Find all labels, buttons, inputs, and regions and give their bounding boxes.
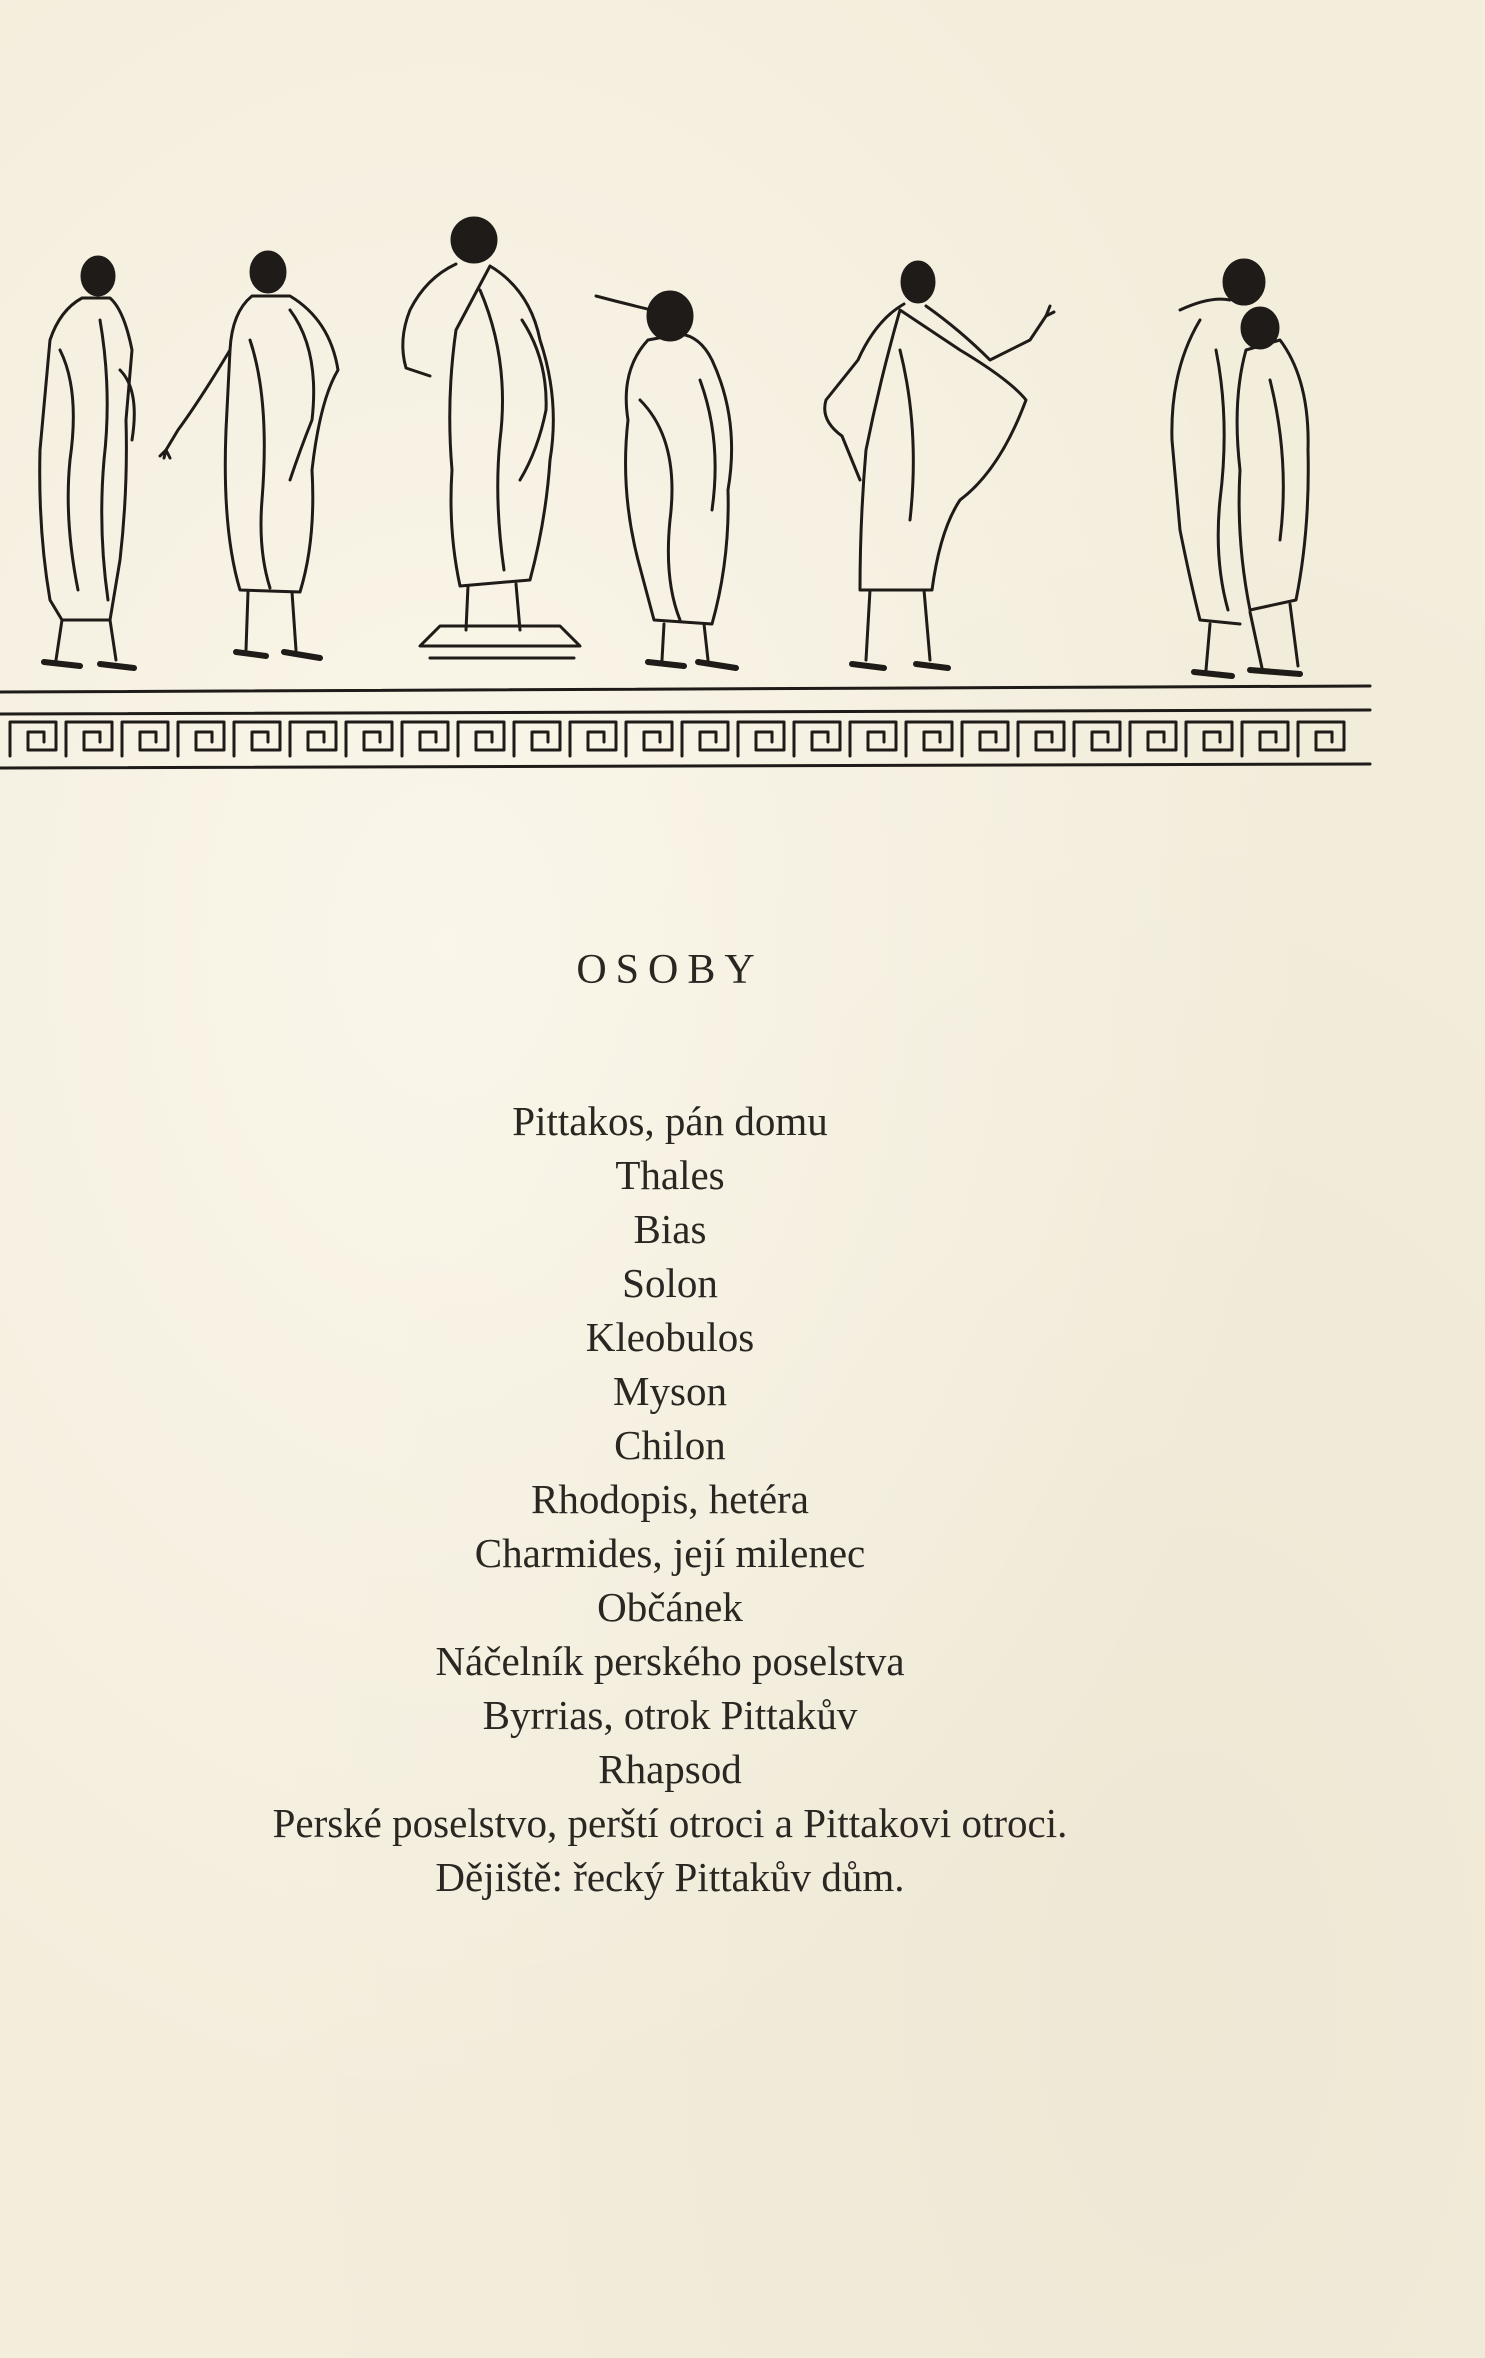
list-item: Kleobulos bbox=[585, 1314, 755, 1360]
cast-list bbox=[0, 1094, 1340, 1904]
list-item: Náčelník perského poselstva bbox=[435, 1638, 905, 1684]
greek-frieze-illustration bbox=[0, 200, 1380, 780]
sage-figure-icon bbox=[1172, 260, 1308, 676]
meander-border bbox=[10, 722, 1344, 756]
page-title: OSOBY bbox=[576, 947, 764, 993]
sage-figure-icon bbox=[403, 218, 580, 658]
list-item: Pittakos, pán domu bbox=[512, 1098, 828, 1144]
sage-figure-icon bbox=[40, 257, 135, 668]
list-item: Dějiště: řecký Pittakův dům. bbox=[435, 1854, 905, 1900]
list-item: Solon bbox=[622, 1260, 718, 1306]
list-item: Thales bbox=[615, 1152, 725, 1198]
list-item: Bias bbox=[633, 1206, 707, 1252]
sage-figure-icon bbox=[825, 262, 1054, 668]
list-item: Chilon bbox=[614, 1422, 726, 1468]
list-item: Rhodopis, hetéra bbox=[531, 1476, 809, 1522]
list-item: Občánek bbox=[597, 1584, 743, 1630]
sage-figure-icon bbox=[596, 292, 736, 668]
list-item: Rhapsod bbox=[598, 1746, 742, 1792]
list-item: Perské poselstvo, perští otroci a Pittakovi otroci. bbox=[272, 1800, 1068, 1846]
list-item: Byrrias, otrok Pittakův bbox=[482, 1692, 858, 1738]
list-item: Charmides, její milenec bbox=[474, 1530, 866, 1576]
list-item: Myson bbox=[613, 1368, 727, 1414]
sage-figure-icon bbox=[160, 252, 338, 658]
